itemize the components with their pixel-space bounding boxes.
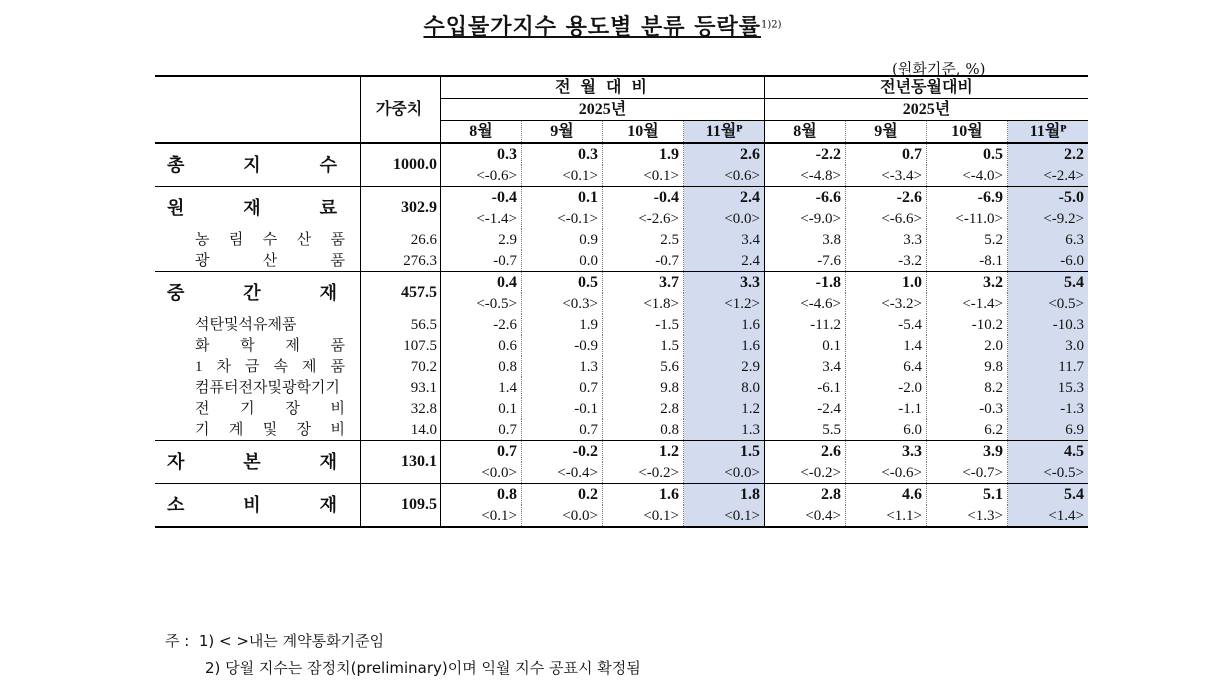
value-cell: -10.2 [927,314,1008,335]
header-month: 10월 [927,121,1008,144]
value-cell: 2.4 [684,250,765,272]
value-cell: -2.2 [765,143,846,165]
row-weight: 130.1 [361,441,441,484]
value-cell: 6.9 [1008,419,1089,441]
value-cell: -6.1 [765,377,846,398]
value-cell: 2.6 [684,143,765,165]
contract-currency-cell: <1.2> [684,293,765,314]
value-cell: 6.0 [846,419,927,441]
row-label [155,143,361,187]
row-label [155,250,361,272]
value-cell: 1.3 [522,356,603,377]
value-cell: 3.3 [684,272,765,294]
row-label [155,272,361,315]
row-weight: 457.5 [361,272,441,315]
value-cell: -1.1 [846,398,927,419]
value-cell: 3.4 [684,229,765,250]
row-label-text: 석탄및석유제품 [195,316,297,333]
page-title [0,10,1205,41]
value-cell: 0.8 [441,484,522,506]
contract-currency-cell: <0.6> [684,165,765,187]
row-weight: 32.8 [361,398,441,419]
row-weight: 70.2 [361,356,441,377]
value-cell: 6.4 [846,356,927,377]
contract-currency-cell: <-0.2> [765,462,846,484]
row-label-text: 자 본 재 [167,452,337,472]
row-label [155,229,361,250]
contract-currency-cell: <0.4> [765,505,846,527]
value-cell: -0.7 [603,250,684,272]
header-month: 8월 [765,121,846,144]
row-label-text: 전 기 장 비 [195,400,345,417]
value-cell: 1.5 [684,441,765,463]
value-cell: 0.7 [441,419,522,441]
value-cell: 2.6 [765,441,846,463]
value-cell: -5.0 [1008,187,1089,209]
header-month: 10월 [603,121,684,144]
value-cell: 0.7 [441,441,522,463]
value-cell: 3.3 [846,229,927,250]
row-label-text: 광 산 품 [195,252,345,269]
value-cell: 0.4 [441,272,522,294]
value-cell: 15.3 [1008,377,1089,398]
value-cell: -2.4 [765,398,846,419]
value-cell: 3.0 [1008,335,1089,356]
header-month: 11월ᴾ [1008,121,1089,144]
footnote-2: 2) 당월 지수는 잠정치(preliminary)이며 익월 지수 공표시 확정됨 [205,659,641,677]
row-label [155,398,361,419]
value-cell: 2.8 [603,398,684,419]
row-weight: 107.5 [361,335,441,356]
header-weight: 가중치 [361,76,441,143]
contract-currency-cell: <-4.8> [765,165,846,187]
value-cell: 0.6 [441,335,522,356]
footnote-prefix: 주 : [165,632,190,650]
value-cell: 0.5 [927,143,1008,165]
contract-currency-cell: <1.4> [1008,505,1089,527]
contract-currency-cell: <-1.4> [441,208,522,229]
row-label-text: 중 간 재 [167,283,337,303]
row-label [155,187,361,230]
title-superscript: 1)2) [760,19,782,31]
value-cell: 5.1 [927,484,1008,506]
contract-currency-cell: <-0.5> [1008,462,1089,484]
contract-currency-cell: <0.1> [684,505,765,527]
value-cell: -1.3 [1008,398,1089,419]
unit-label: (원화기준, %) [892,60,986,78]
import-price-table [155,75,1088,528]
header-yoy: 전년동월대비 [765,76,1089,99]
value-cell: 3.7 [603,272,684,294]
row-weight: 14.0 [361,419,441,441]
value-cell: -3.2 [846,250,927,272]
contract-currency-cell: <-3.2> [846,293,927,314]
value-cell: 0.3 [522,143,603,165]
value-cell: 3.4 [765,356,846,377]
value-cell: -11.2 [765,314,846,335]
value-cell: -0.1 [522,398,603,419]
row-label-text: 컴퓨터전자및광학기기 [195,379,340,396]
value-cell: 1.4 [441,377,522,398]
value-cell: 6.2 [927,419,1008,441]
value-cell: 0.8 [603,419,684,441]
contract-currency-cell: <0.1> [522,165,603,187]
value-cell: 4.6 [846,484,927,506]
value-cell: 1.6 [684,314,765,335]
value-cell: 1.6 [684,335,765,356]
row-label [155,335,361,356]
value-cell: 9.8 [603,377,684,398]
title-text: 수입물가지수 용도별 분류 등락률 [423,14,761,40]
contract-currency-cell: <1.1> [846,505,927,527]
value-cell: 1.9 [522,314,603,335]
contract-currency-cell: <0.5> [1008,293,1089,314]
value-cell: 0.2 [522,484,603,506]
contract-currency-cell: <0.0> [684,462,765,484]
value-cell: -6.9 [927,187,1008,209]
value-cell: -0.4 [603,187,684,209]
header-year-mom: 2025년 [441,99,765,121]
contract-currency-cell: <0.0> [684,208,765,229]
row-weight: 1000.0 [361,143,441,187]
value-cell: 0.1 [765,335,846,356]
value-cell: 2.9 [441,229,522,250]
header-month: 9월 [522,121,603,144]
value-cell: -2.6 [441,314,522,335]
contract-currency-cell: <-0.2> [603,462,684,484]
row-label-text: 총 지 수 [167,155,337,175]
contract-currency-cell: <-2.4> [1008,165,1089,187]
value-cell: 1.8 [684,484,765,506]
row-weight: 56.5 [361,314,441,335]
value-cell: -0.7 [441,250,522,272]
header-year-yoy: 2025년 [765,99,1089,121]
value-cell: 5.4 [1008,484,1089,506]
value-cell: 1.9 [603,143,684,165]
value-cell: 0.1 [522,187,603,209]
value-cell: 3.2 [927,272,1008,294]
value-cell: 1.2 [684,398,765,419]
value-cell: -2.0 [846,377,927,398]
value-cell: -0.4 [441,187,522,209]
row-label [155,314,361,335]
contract-currency-cell: <1.3> [927,505,1008,527]
row-weight: 26.6 [361,229,441,250]
row-label [155,356,361,377]
contract-currency-cell: <-9.2> [1008,208,1089,229]
row-label [155,377,361,398]
value-cell: 8.2 [927,377,1008,398]
value-cell: 0.5 [522,272,603,294]
value-cell: 1.4 [846,335,927,356]
value-cell: 5.2 [927,229,1008,250]
row-weight: 109.5 [361,484,441,528]
contract-currency-cell: <0.1> [603,165,684,187]
value-cell: 2.0 [927,335,1008,356]
value-cell: 1.2 [603,441,684,463]
value-cell: -1.5 [603,314,684,335]
header-blank [155,76,361,143]
contract-currency-cell: <-2.6> [603,208,684,229]
value-cell: 9.8 [927,356,1008,377]
row-label-text: 원 재 료 [167,198,337,218]
value-cell: -8.1 [927,250,1008,272]
contract-currency-cell: <-0.7> [927,462,1008,484]
row-label-text: 소 비 재 [167,495,337,515]
value-cell: 3.8 [765,229,846,250]
value-cell: -10.3 [1008,314,1089,335]
value-cell: 8.0 [684,377,765,398]
value-cell: 1.3 [684,419,765,441]
contract-currency-cell: <-4.0> [927,165,1008,187]
value-cell: -2.6 [846,187,927,209]
value-cell: 3.3 [846,441,927,463]
value-cell: 0.3 [441,143,522,165]
value-cell: 1.6 [603,484,684,506]
contract-currency-cell: <-0.6> [441,165,522,187]
value-cell: 0.0 [522,250,603,272]
value-cell: 5.5 [765,419,846,441]
value-cell: -1.8 [765,272,846,294]
value-cell: -5.4 [846,314,927,335]
value-cell: 2.8 [765,484,846,506]
value-cell: -6.6 [765,187,846,209]
row-label-text: 기 계 및 장 비 [195,421,345,438]
value-cell: -0.9 [522,335,603,356]
value-cell: 2.5 [603,229,684,250]
contract-currency-cell: <-0.6> [846,462,927,484]
row-weight: 302.9 [361,187,441,230]
value-cell: -0.3 [927,398,1008,419]
contract-currency-cell: <-0.5> [441,293,522,314]
value-cell: 2.9 [684,356,765,377]
contract-currency-cell: <0.3> [522,293,603,314]
row-label [155,419,361,441]
value-cell: 2.4 [684,187,765,209]
contract-currency-cell: <-11.0> [927,208,1008,229]
contract-currency-cell: <-0.1> [522,208,603,229]
value-cell: 3.9 [927,441,1008,463]
row-label-text: 1 차 금 속 제 품 [195,358,345,375]
value-cell: -0.2 [522,441,603,463]
contract-currency-cell: <0.1> [603,505,684,527]
contract-currency-cell: <-6.6> [846,208,927,229]
contract-currency-cell: <0.1> [441,505,522,527]
row-label-text: 농 림 수 산 품 [195,231,345,248]
value-cell: 0.8 [441,356,522,377]
header-month: 9월 [846,121,927,144]
value-cell: 0.7 [846,143,927,165]
row-label-text: 화 학 제 품 [195,337,345,354]
value-cell: 0.7 [522,377,603,398]
contract-currency-cell: <-3.4> [846,165,927,187]
value-cell: 5.4 [1008,272,1089,294]
footnotes [165,628,641,682]
value-cell: 0.1 [441,398,522,419]
value-cell: 2.2 [1008,143,1089,165]
row-label [155,441,361,484]
contract-currency-cell: <-1.4> [927,293,1008,314]
header-month: 8월 [441,121,522,144]
value-cell: 6.3 [1008,229,1089,250]
value-cell: 1.5 [603,335,684,356]
value-cell: 0.9 [522,229,603,250]
header-month: 11월ᴾ [684,121,765,144]
contract-currency-cell: <-9.0> [765,208,846,229]
value-cell: 5.6 [603,356,684,377]
header-mom: 전 월 대 비 [441,76,765,99]
contract-currency-cell: <-0.4> [522,462,603,484]
contract-currency-cell: <-4.6> [765,293,846,314]
row-weight: 276.3 [361,250,441,272]
value-cell: -7.6 [765,250,846,272]
value-cell: 11.7 [1008,356,1089,377]
value-cell: -6.0 [1008,250,1089,272]
row-label [155,484,361,528]
contract-currency-cell: <1.8> [603,293,684,314]
contract-currency-cell: <0.0> [522,505,603,527]
footnote-1: 1) < >내는 계약통화기준임 [198,632,385,650]
value-cell: 4.5 [1008,441,1089,463]
value-cell: 0.7 [522,419,603,441]
value-cell: 1.0 [846,272,927,294]
row-weight: 93.1 [361,377,441,398]
contract-currency-cell: <0.0> [441,462,522,484]
